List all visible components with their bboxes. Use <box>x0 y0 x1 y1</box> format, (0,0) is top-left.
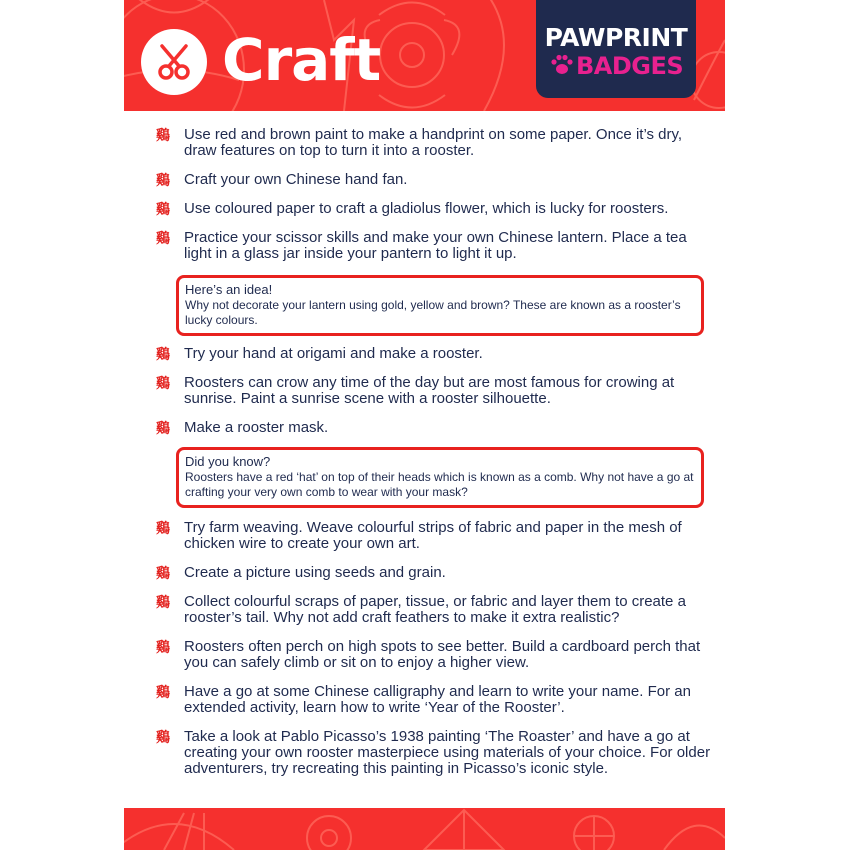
activity-text: Have a go at some Chinese calligraphy and learn to write your name. For an extended activity, learn how to write ‘Year of the Rooster’. <box>184 683 691 716</box>
list-item <box>152 230 717 262</box>
activity-text: Make a rooster mask. <box>184 419 329 436</box>
activity-text: Create a picture using seeds and grain. <box>184 564 446 581</box>
activity-text: Try farm weaving. Weave colourful strips of fabric and paper in the mesh of chicken wire to create your own art. <box>184 519 682 552</box>
list-item <box>152 375 717 407</box>
list-item <box>152 520 717 552</box>
activity-text: Roosters can crow any time of the day but are most famous for crowing at sunrise. Paint a sunrise scene with a rooster silhouette. <box>184 374 675 407</box>
list-item <box>152 172 717 188</box>
activity-text: Use red and brown paint to make a handprint on some paper. Once it’s dry, draw features on top to turn it into a rooster. <box>184 126 683 159</box>
callout-body: Why not decorate your lantern using gold, yellow and brown? These are known as a rooster’s lucky colours. <box>185 298 681 327</box>
list-item <box>152 201 717 217</box>
rooster-character-icon: 鷄 <box>156 566 170 582</box>
pawprint-badges-logo <box>536 0 696 98</box>
list-item <box>152 420 717 436</box>
rooster-character-icon: 鷄 <box>156 421 170 437</box>
paw-icon <box>550 53 574 77</box>
rooster-character-icon: 鷄 <box>156 202 170 218</box>
rooster-character-icon: 鷄 <box>156 376 170 392</box>
list-item <box>152 729 717 777</box>
list-item <box>152 565 717 581</box>
header-banner <box>124 0 725 111</box>
rooster-character-icon: 鷄 <box>156 640 170 656</box>
rooster-character-icon: 鷄 <box>156 347 170 363</box>
activity-text: Take a look at Pablo Picasso’s 1938 painting ‘The Roaster’ and have a go at creating your own rooster masterpiece using materials of your choice. For older adventurers, try recreating this painting in Picasso’s iconic style. <box>184 728 711 777</box>
activity-text: Use coloured paper to craft a gladiolus flower, which is lucky for roosters. <box>184 200 669 217</box>
rooster-character-icon: 鷄 <box>156 595 170 611</box>
rooster-character-icon: 鷄 <box>156 173 170 189</box>
rooster-character-icon: 鷄 <box>156 685 170 701</box>
activity-text: Roosters often perch on high spots to see better. Build a cardboard perch that you can safely climb or sit on to enjoy a higher view. <box>184 638 701 671</box>
footer-banner <box>124 808 725 850</box>
list-item <box>152 639 717 671</box>
rooster-character-icon: 鷄 <box>156 521 170 537</box>
logo-line-2: BADGES <box>576 52 684 80</box>
activity-text: Practice your scissor skills and make your own Chinese lantern. Place a tea light in a glass jar inside your pantern to light it up. <box>184 229 687 262</box>
did-you-know-callout <box>176 447 704 508</box>
page-title: Craft <box>222 26 381 94</box>
callout-title: Here’s an idea! <box>185 282 273 297</box>
callout-body: Roosters have a red ‘hat’ on top of their heads which is known as a comb. Why not have a go at crafting your very own comb to wear with your mask? <box>185 470 694 499</box>
scissors-badge <box>141 29 207 95</box>
footer-decoration <box>124 808 725 850</box>
activity-text: Craft your own Chinese hand fan. <box>184 171 408 188</box>
logo-line-1: PAWPRINT <box>544 23 688 52</box>
activity-list <box>152 127 717 777</box>
list-item <box>152 594 717 626</box>
list-item <box>152 127 717 159</box>
list-item <box>152 684 717 716</box>
rooster-character-icon: 鷄 <box>156 231 170 247</box>
rooster-character-icon: 鷄 <box>156 730 170 746</box>
craft-page <box>124 0 725 850</box>
callout-title: Did you know? <box>185 454 271 469</box>
idea-callout <box>176 275 704 336</box>
activity-text: Try your hand at origami and make a rooster. <box>184 345 483 362</box>
rooster-character-icon: 鷄 <box>156 128 170 144</box>
scissors-icon <box>154 42 194 82</box>
activity-text: Collect colourful scraps of paper, tissue, or fabric and layer them to create a rooster’s tail. Why not add craft feathers to make it extra realistic? <box>184 593 686 626</box>
list-item <box>152 346 717 362</box>
